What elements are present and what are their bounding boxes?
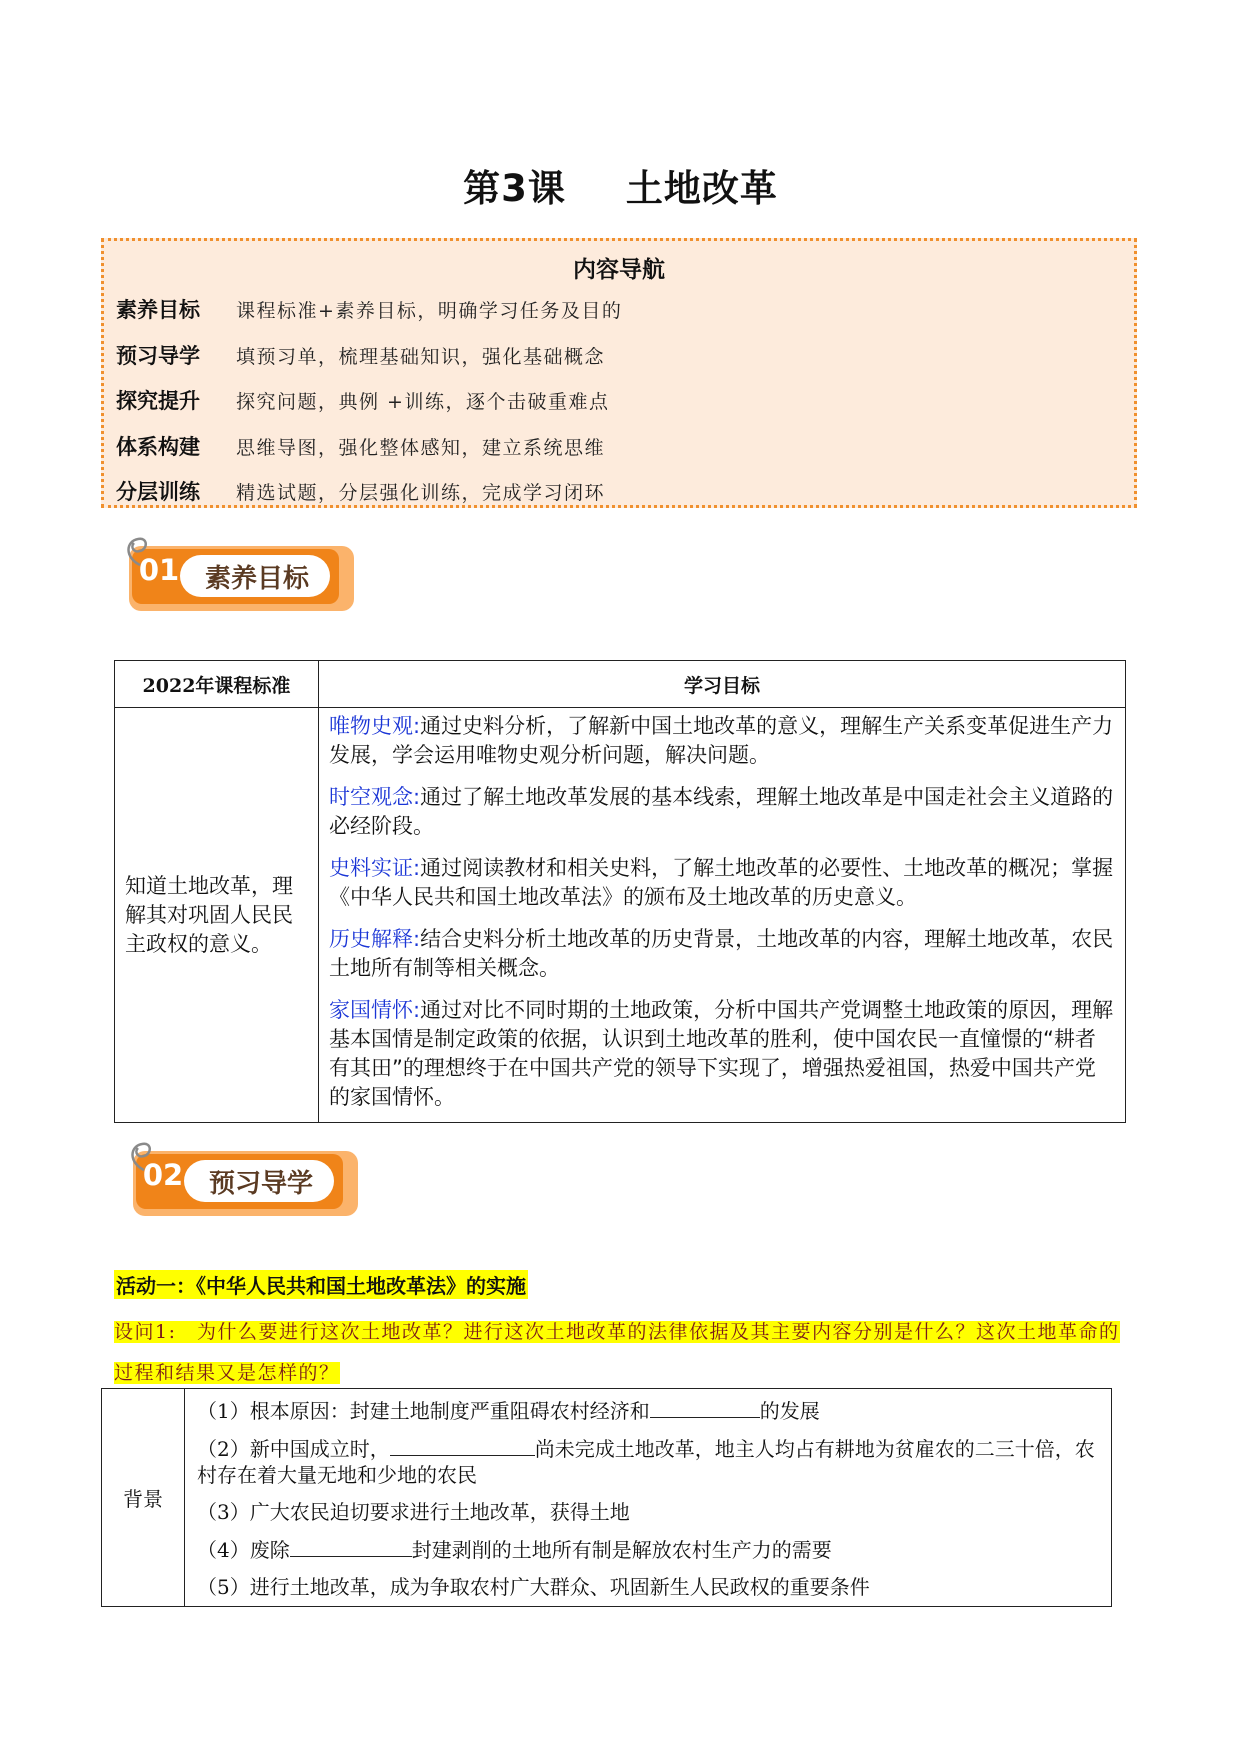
background-items	[185, 1389, 1112, 1607]
content-nav-box	[101, 238, 1137, 508]
nav-row-desc: 思维导图，强化整体感知，建立系统思维	[236, 436, 606, 459]
goal-item	[329, 996, 1115, 1112]
item-text: （1）根本原因：封建土地制度严重阻碍农村经济和	[197, 1399, 650, 1423]
background-item	[197, 1574, 1101, 1600]
goal-text: 通过史料分析，了解新中国土地改革的意义，理解生产关系变革促进生产力发展，学会运用唯物史观分析问题，解决问题。	[329, 714, 1114, 767]
goal-key: 时空观念:	[329, 785, 421, 809]
item-text: 的发展	[759, 1399, 820, 1423]
goal-key: 史料实证:	[329, 856, 421, 880]
goal-key: 唯物史观:	[329, 714, 421, 738]
goal-text: 通过阅读教材和相关史料，了解土地改革的必要性、土地改革的概况；掌握《中华人民共和国土地改革法》的颁布及土地改革的历史意义。	[329, 856, 1114, 909]
content-nav-heading: 内容导航	[573, 257, 665, 283]
nav-row-desc: 精选试题，分层强化训练，完成学习闭环	[236, 481, 606, 504]
goal-key: 家国情怀:	[329, 998, 421, 1022]
nav-row-label: 探究提升	[116, 389, 200, 413]
section-label: 素养目标	[204, 564, 309, 594]
section-badge-01	[104, 527, 354, 617]
nav-row	[116, 340, 605, 370]
section-badge-02	[108, 1132, 358, 1222]
section-label: 预习导学	[208, 1169, 313, 1199]
goal-item	[329, 712, 1115, 770]
item-text: 封建剥削的土地所有制是解放农村生产力的需要	[411, 1538, 832, 1562]
background-item	[197, 1536, 1101, 1563]
table-row	[102, 1389, 1112, 1607]
item-text: （5）进行土地改革，成为争取农村广大群众、巩固新生人民政权的重要条件	[197, 1575, 870, 1599]
goal-text: 通过了解土地改革发展的基本线索，理解土地改革是中国走社会主义道路的必经阶段。	[329, 785, 1114, 838]
activity-heading: 活动一：《中华人民共和国土地改革法》的实施	[114, 1270, 528, 1299]
answer-blank[interactable]	[650, 1397, 760, 1418]
section-number: 02	[142, 1158, 184, 1192]
goal-text: 通过对比不同时期的土地政策，分析中国共产党调整土地政策的原因，理解基本国情是制定政策的依据，认识到土地改革的胜利，使中国农民一直憧憬的“耕者有其田”的理想终于在中国共产党的领导下实现了，增强热爱祖国，热爱中国共产党的家国情怀。	[329, 998, 1114, 1109]
item-text: 尚未完成土地改革，地主人均占有耕地为贫雇农的二三十倍，农村存在着大量无地和少地的农民	[197, 1437, 1095, 1487]
page-title	[0, 158, 1241, 212]
background-item	[197, 1397, 1101, 1424]
table-header-row	[115, 661, 1126, 708]
lesson-number: 第3课	[463, 167, 566, 210]
item-text: （3）广大农民迫切要求进行土地改革，获得土地	[197, 1500, 630, 1524]
background-label: 背景	[102, 1389, 185, 1607]
nav-row-desc: 填预习单，梳理基础知识，强化基础概念	[236, 345, 606, 368]
goals-table	[114, 660, 1126, 1123]
question-text: 设问1: 为什么要进行这次土地改革？进行这次土地改革的法律依据及其主要内容分别是什么？这次土地革命的过程和结果又是怎样的？	[114, 1321, 1120, 1384]
nav-row	[116, 385, 609, 415]
goal-item	[329, 854, 1115, 912]
nav-row	[116, 476, 605, 506]
goal-item	[329, 783, 1115, 841]
standard-cell: 知道土地改革，理解其对巩固人民民主政权的意义。	[115, 708, 319, 1123]
table-header: 2022年课程标准	[115, 661, 319, 708]
nav-row-label: 素养目标	[116, 298, 200, 322]
goals-cell	[319, 708, 1126, 1123]
background-table	[101, 1388, 1112, 1607]
question	[114, 1312, 1126, 1394]
section-number: 01	[138, 553, 180, 587]
answer-blank[interactable]	[290, 1536, 412, 1557]
goal-text: 结合史料分析土地改革的历史背景，土地改革的内容，理解土地改革，农民土地所有制等相关概念。	[329, 927, 1114, 980]
nav-row-label: 体系构建	[116, 435, 200, 459]
answer-blank[interactable]	[390, 1435, 535, 1456]
item-text: （4）废除	[197, 1538, 290, 1562]
background-item	[197, 1435, 1101, 1488]
nav-row-label: 预习导学	[116, 344, 200, 368]
background-item	[197, 1499, 1101, 1525]
lesson-topic: 土地改革	[625, 167, 778, 210]
table-header: 学习目标	[319, 661, 1126, 708]
nav-row-desc: 课程标准+素养目标，明确学习任务及目的	[236, 299, 623, 322]
goal-item	[329, 925, 1115, 983]
nav-row-desc: 探究问题，典例 +训练，逐个击破重难点	[236, 390, 610, 413]
nav-row-label: 分层训练	[116, 480, 200, 504]
table-row	[115, 708, 1126, 1123]
nav-row	[116, 431, 605, 461]
item-text: （2）新中国成立时，	[197, 1437, 390, 1461]
goal-key: 历史解释:	[329, 927, 421, 951]
nav-row	[116, 294, 622, 324]
